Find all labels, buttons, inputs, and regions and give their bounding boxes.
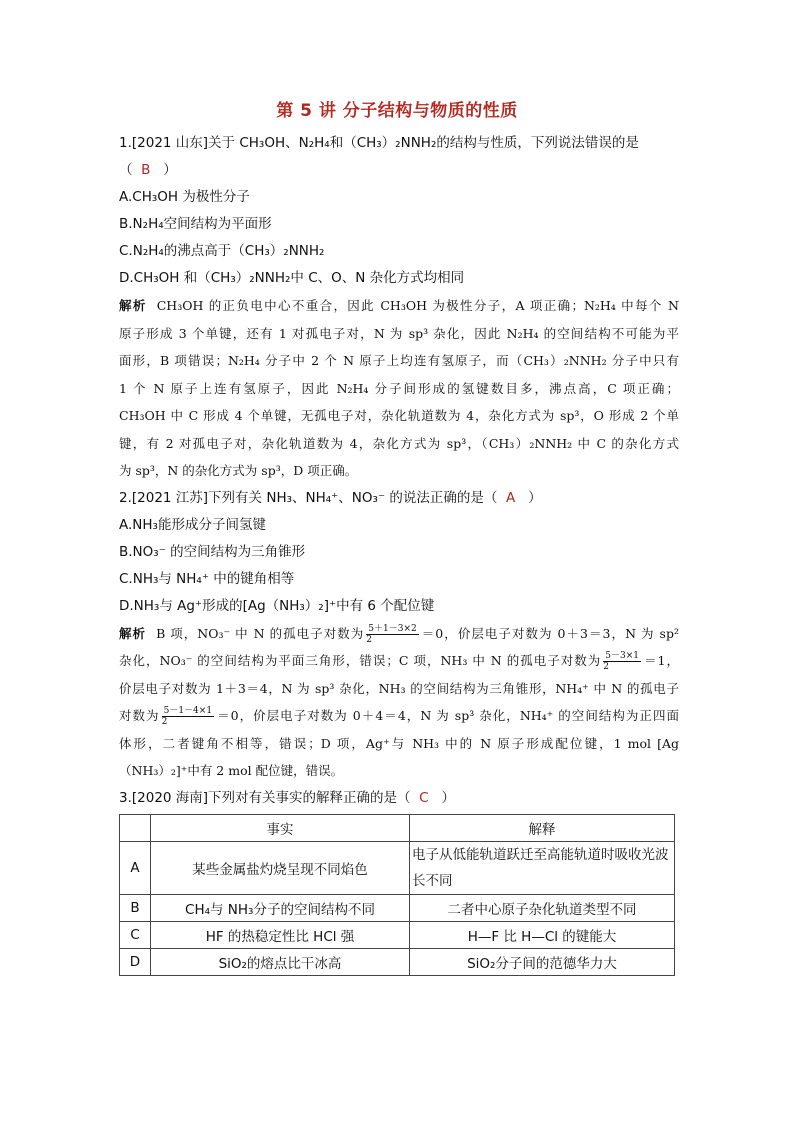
q3-answer: C — [419, 789, 429, 806]
q1-option-a: A.CH₃OH 为极性分子 — [119, 189, 250, 205]
q1-explanation-line: 面形，B 项错误；N₂H₄ 分子中 2 个 N 原子上均连有氢原子，而（CH₃）₂NNH₂ 分子中只有 — [119, 353, 679, 368]
fraction-denominator: 2 — [603, 662, 610, 672]
q2-explanation-text: ＝0，价层电子对数为 0＋3＝3，N 为 sp² — [420, 625, 679, 641]
q3-paren-close: ） — [441, 789, 455, 806]
question-content — [119, 130, 679, 976]
q2-stem — [119, 485, 679, 512]
table-cell: A — [120, 841, 151, 894]
q2-explanation-line — [119, 620, 679, 648]
table-header-row — [120, 814, 675, 841]
q1-paren-open: （ — [119, 162, 133, 178]
q1-explanation-line: CH₃OH 中 C 形成 4 个单键，无孤电子对，杂化轨道数为 4，杂化方式为 sp³，O 形成 2 个单 — [119, 408, 679, 423]
table-cell: C — [120, 921, 151, 948]
table-row — [120, 948, 675, 975]
q2-explanation-line: （NH₃）₂]⁺中有 2 mol 配位键，错误。 — [119, 763, 344, 778]
q1-option-b: B.N₂H₄空间结构为平面形 — [119, 216, 272, 232]
fraction — [162, 706, 214, 727]
page-title: 第 5 讲 分子结构与物质的性质 — [276, 101, 518, 121]
q3-stem-text: 3.[2020 海南]下列对有关事实的解释正确的是（ — [119, 789, 411, 806]
q2-explanation-line — [119, 647, 679, 675]
q1-option-c: C.N₂H₄的沸点高于（CH₃）₂NNH₂ — [119, 243, 325, 259]
q1-stem: 1.[2021 山东]关于 CH₃OH、N₂H₄和（CH₃）₂NNH₂的结构与性质，下列说法错误的是 — [119, 135, 639, 151]
table-cell: H—F 比 H—Cl 的键能大 — [410, 921, 675, 948]
q1-explanation-line: 键，有 2 对孤电子对，杂化轨道数为 4，杂化方式为 sp³，（CH₃）₂NNH₂ 中 C 的杂化方式 — [119, 435, 679, 451]
q1-explanation-line — [119, 292, 679, 320]
table-header-cell: 事实 — [151, 814, 410, 841]
fraction-numerator: 5－1－4×1 — [163, 706, 213, 716]
q2-explanation-label: 解析 — [119, 625, 147, 641]
fraction-numerator: 5＋1－3×2 — [368, 623, 417, 634]
q1-option-d: D.CH₃OH 和（CH₃）₂NNH₂中 C、O、N 杂化方式均相同 — [119, 270, 465, 286]
table-cell: HF 的热稳定性比 HCl 强 — [151, 921, 410, 948]
q2-explanation-line: 价层电子对数为 1＋3＝4，N 为 sp³ 杂化，NH₃ 的空间结构为三角锥形，NH₄⁺ 中 N 的孤电子 — [119, 680, 679, 696]
table-cell: SiO₂分子间的范德华力大 — [410, 948, 675, 975]
fraction — [366, 624, 418, 645]
q1-answer-line — [119, 157, 679, 184]
fraction-denominator: 2 — [366, 634, 373, 645]
q1-explanation-line: 1 个 N 原子上连有氢原子，因此 N₂H₄ 分子间形成的氢键数目多，沸点高，C 项正确； — [119, 380, 679, 396]
q1-paren-close: ） — [163, 162, 177, 178]
q2-option-b: B.NO₃⁻ 的空间结构为三角锥形 — [119, 543, 306, 560]
q2-option-a: A.NH₃能形成分子间氢键 — [119, 516, 266, 533]
table-cell: CH₄与 NH₃分子的空间结构不同 — [151, 894, 410, 921]
table-cell: 某些金属盐灼烧呈现不同焰色 — [151, 841, 410, 894]
table-cell: B — [120, 894, 151, 921]
q2-explanation-text: B 项，NO₃⁻ 中 N 的孤电子对数为 — [156, 625, 365, 641]
q2-stem-text: 2.[2021 江苏]下列有关 NH₃、NH₄⁺、NO₃⁻ 的说法正确的是（ — [119, 489, 498, 506]
q2-explanation-line — [119, 702, 679, 730]
q1-explanation-line: 为 sp³，N 的杂化方式为 sp³，D 项正确。 — [119, 463, 358, 478]
q2-paren-close: ） — [528, 489, 542, 506]
table-header-cell — [120, 814, 151, 841]
q2-explanation-text: ＝1， — [643, 653, 680, 668]
q2-explanation-text: ＝0，价层电子对数为 0＋4＝4，N 为 sp³ 杂化，NH₄⁺ 的空间结构为正四面 — [216, 708, 679, 723]
fraction-denominator: 2 — [161, 717, 168, 727]
q3-stem — [119, 785, 679, 812]
q1-explanation-line: 原子形成 3 个单键，还有 1 对孤电子对，N 为 sp³ 杂化，因此 N₂H₄ 的空间结构不可能为平 — [119, 325, 679, 341]
facts-table — [119, 814, 675, 976]
q2-option-d: D.NH₃与 Ag⁺形成的[Ag（NH₃）₂]⁺中有 6 个配位键 — [119, 597, 435, 614]
q2-explanation-line: 体形，二者键角不相等，错误；D 项，Ag⁺与 NH₃ 中的 N 原子形成配位键，1 mol [Ag — [119, 735, 679, 751]
table-cell: 二者中心原子杂化轨道类型不同 — [410, 894, 675, 921]
table-row — [120, 894, 675, 921]
q2-explanation-text: 杂化，NO₃⁻ 的空间结构为平面三角形，错误；C 项，NH₃ 中 N 的孤电子对数为 — [119, 653, 602, 668]
table-header-cell: 解释 — [410, 814, 675, 841]
fraction-numerator: 5－3×1 — [605, 651, 640, 661]
table-cell: D — [120, 948, 151, 975]
q1-explanation-text: CH₃OH 的正负电中心不重合，因此 CH₃OH 为极性分子，A 项正确；N₂H₄ 中每个 N — [156, 298, 679, 313]
table-cell: 电子从低能轨道跃迁至高能轨道时吸收光波长不同 — [410, 841, 675, 894]
q2-option-c: C.NH₃与 NH₄⁺ 中的键角相等 — [119, 570, 295, 587]
table-row — [120, 921, 675, 948]
q1-answer: B — [141, 162, 151, 178]
table-cell: SiO₂的熔点比干冰高 — [151, 948, 410, 975]
table-row — [120, 841, 675, 894]
q2-answer: A — [505, 489, 516, 506]
q1-explanation-label: 解析 — [119, 298, 147, 313]
fraction — [603, 651, 641, 672]
q2-explanation-text: 对数为 — [119, 708, 160, 723]
